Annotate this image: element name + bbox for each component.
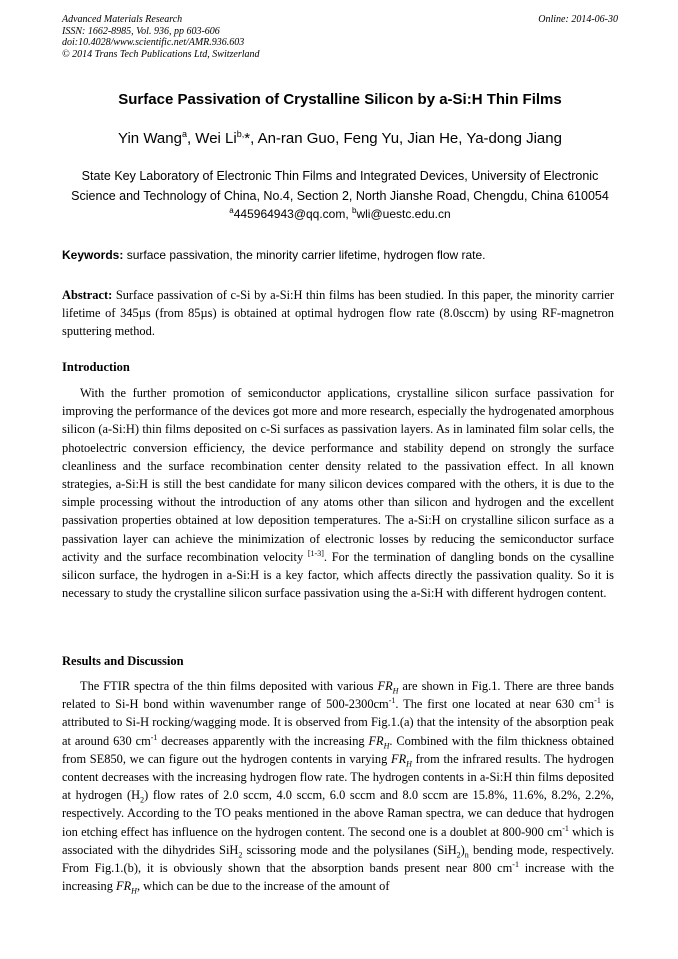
doi-line: doi:10.4028/www.scientific.net/AMR.936.603	[62, 37, 245, 48]
copyright-line: © 2014 Trans Tech Publications Ltd, Switzerland	[62, 48, 260, 60]
journal-name: Advanced Materials Research	[62, 14, 183, 25]
affiliation: State Key Laboratory of Electronic Thin Films and Integrated Devices, University of Electronic Science and Technology of China, No.4, Section 2, North Jianshe Road, Chengdu, China 610054	[71, 169, 609, 203]
author-list: Yin Wang$^a$, Wei $Li^{b,}*$, An-ran Guo, Feng Yu, Jian He, Ya-dong Jiang	[118, 129, 562, 147]
email-b: wli@uestc.edu.cn	[356, 207, 451, 221]
results-heading: Results and Discussion	[62, 654, 184, 668]
email-a: 445964943@qq.com,	[233, 207, 353, 221]
introduction-heading: Introduction	[62, 360, 130, 374]
journal-header	[62, 14, 618, 60]
paper-title: Surface Passivation of Crystalline Silicon by a-Si:H Thin Films	[118, 91, 562, 108]
keywords: Keywords: surface passivation, the minority carrier lifetime, hydrogen flow rate.	[62, 248, 486, 262]
online-date: Online: 2014-06-30	[538, 14, 618, 25]
issn-line: ISSN: 1662-8985, Vol. 936, pp 603-606	[62, 25, 220, 37]
abstract: Abstract: Surface passivation of c-Si by a-Si:H thin films has been studied. In this paper, the minority carrier lifetime of 345µs (from 85µs) is obtained at optimal hydrogen flow rate (8.0sccm) by using RF-magnetron sputtering method.	[62, 288, 614, 339]
results-paragraph: The FTIR spectra of the thin films deposited with various $FR_H$ are shown in Fig.1. There are three bands related to Si-H bond within wavenumber range of $500-2300cm^{-1}$. The first one located at near 630 $cm^{-1}$ is attributed to Si-H rocking/wagging mode. It is observed from Fig.1.(a) that the intensity of the absorption peak at around 630 $cm^{-1}$ decreases apparently with the increasing $FR_H$. Combined with the film thickness obtained from SE850, we can figure out the hydrogen contents in varying $FR_H$ from the infrared results. The hydrogen content decreases with the increasing hydrogen flow rate. The hydrogen contents in a-Si:H thin films deposited at hydrogen $(H_2)$ flow rates of 2.0 sccm, 4.0 sccm, 6.0 sccm and 8.0 sccm are 15.8%, 11.6%, 8.2%, 2.2%, respectively. According to the TO peaks mentioned in the above Raman spectra, we can deduce that hydrogen ion etching effect has influence on the hydrogen content. The second one is a doublet at 800-900 $cm^{-1}$ which is associated with the dihydrides SiH$_2$ scissoring mode and the polysilanes $(SiH_2)_n$ bending mode, respectively. From Fig.1.(b), it is obviously shown that the absorption bands present near 800 $cm^{-1}$ increase with the increasing $FR_H$, which can be due to the increase of the amount of	[62, 679, 615, 896]
author-emails: $^a$445964943@qq.com, $^b$wli@uestc.edu.cn	[229, 206, 451, 221]
introduction-paragraph: With the further promotion of semiconductor applications, crystalline silicon surface passivation for improving the performance of the devices got more and more research, especially the hydrogenated amorphous silicon (a-Si:H) thin films deposited on c-Si surfaces as passivation layers. As in laminated film solar cells, the photoelectric conversion efficiency, the device performance and stability depend on strongly the surface cleanliness and the surface recombination center density related to the passivation effect. In all known strategies, a-Si:H is still the best candidate for many silicon devices compared with the others, it is due to the simple processing without the introduction of any atoms other than silicon and hydrogen and the excellent passivation properties obtained at low deposition temperatures. The a-Si:H on crystalline silicon surface as a passivation layer can achieve the minimization of electronic losses by reducing the semiconductor surface activity and the surface recombination velocity [1-3]. For the termination of dangling bonds on the cysalline silicon surface, the hydrogen in a-Si:H is a key factor, which affects directly the passivation quality. So it is necessary to study the crystalline silicon surface passivation using the a-Si:H with different hydrogen content.	[62, 386, 614, 601]
